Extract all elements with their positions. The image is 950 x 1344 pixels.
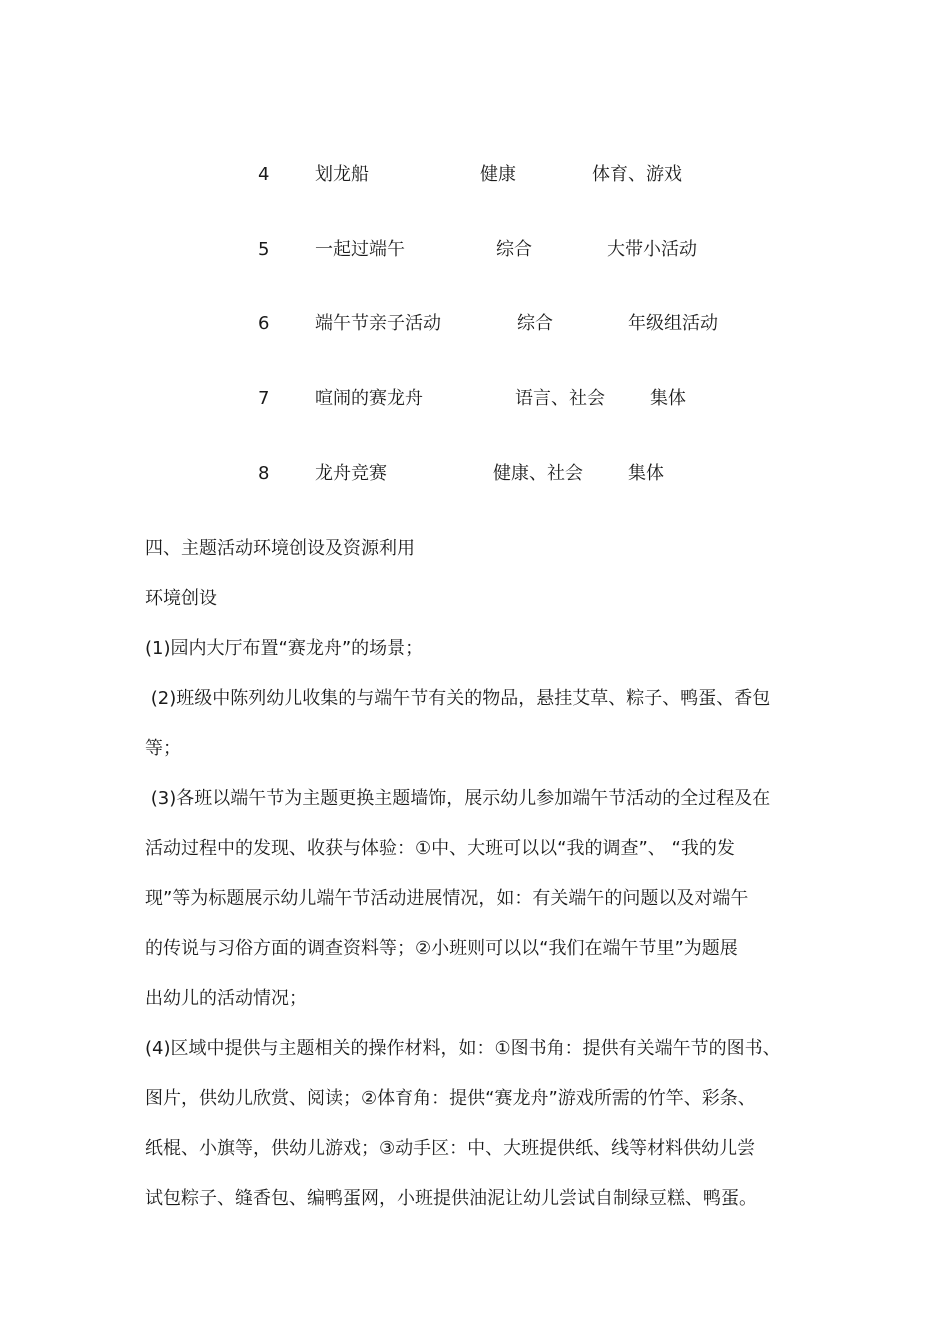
paragraph-line: 纸棍、小旗等，供幼儿游戏；③动手区：中、大班提供纸、线等材料供幼儿尝 [145, 1138, 756, 1159]
paragraph-line: (3)各班以端午节为主题更换主题墙饰，展示幼儿参加端午节活动的全过程及在 [145, 788, 771, 809]
activity-domain: 综合 [496, 239, 532, 260]
activity-form: 集体 [628, 463, 664, 484]
section-body [145, 524, 810, 1224]
table-row [0, 459, 950, 489]
activity-name: 一起过端午 [315, 239, 405, 260]
table-row [0, 160, 950, 190]
table-row [0, 235, 950, 265]
section-subheading: 环境创设 [145, 588, 217, 609]
activity-form: 大带小活动 [607, 239, 697, 260]
paragraph-line: (2)班级中陈列幼儿收集的与端午节有关的物品，悬挂艾草、粽子、鸭蛋、香包 [145, 688, 771, 709]
activity-name: 龙舟竞赛 [315, 463, 387, 484]
row-number: 8 [258, 463, 270, 484]
paragraph-line: 试包粽子、缝香包、编鸭蛋网，小班提供油泥让幼儿尝试自制绿豆糕、鸭蛋。 [145, 1188, 757, 1209]
activity-domain: 语言、社会 [515, 388, 605, 409]
paragraph-line: (1)园内大厅布置“赛龙舟”的场景； [145, 638, 424, 659]
activity-form: 年级组活动 [628, 313, 718, 334]
paragraph-line: (4)区域中提供与主题相关的操作材料，如：①图书角：提供有关端午节的图书、 [145, 1038, 781, 1059]
activity-domain: 综合 [517, 313, 553, 334]
row-number: 7 [258, 388, 270, 409]
activity-domain: 健康、社会 [493, 463, 583, 484]
row-number: 4 [258, 164, 270, 185]
activity-name: 划龙船 [315, 164, 369, 185]
paragraph-line: 出幼儿的活动情况； [145, 988, 307, 1009]
paragraph-line: 的传说与习俗方面的调查资料等；②小班则可以以“我们在端午节里”为题展 [145, 938, 738, 959]
row-number: 5 [258, 239, 270, 260]
activity-name: 喧闹的赛龙舟 [315, 388, 423, 409]
activity-form: 集体 [650, 388, 686, 409]
paragraph-line: 现”等为标题展示幼儿端午节活动进展情况，如：有关端午的问题以及对端午 [145, 888, 749, 909]
paragraph-line: 活动过程中的发现、收获与体验：①中、大班可以以“我的调查”、 “我的发 [145, 838, 735, 859]
paragraph-line: 图片，供幼儿欣赏、阅读；②体育角：提供“赛龙舟”游戏所需的竹竿、彩条、 [145, 1088, 756, 1109]
table-row [0, 309, 950, 339]
activity-form: 体育、游戏 [592, 164, 682, 185]
paragraph-line: 等； [145, 738, 181, 759]
row-number: 6 [258, 313, 270, 334]
activity-domain: 健康 [480, 164, 516, 185]
section-heading: 四、主题活动环境创设及资源利用 [145, 538, 415, 559]
activity-name: 端午节亲子活动 [315, 313, 441, 334]
table-row [0, 384, 950, 414]
